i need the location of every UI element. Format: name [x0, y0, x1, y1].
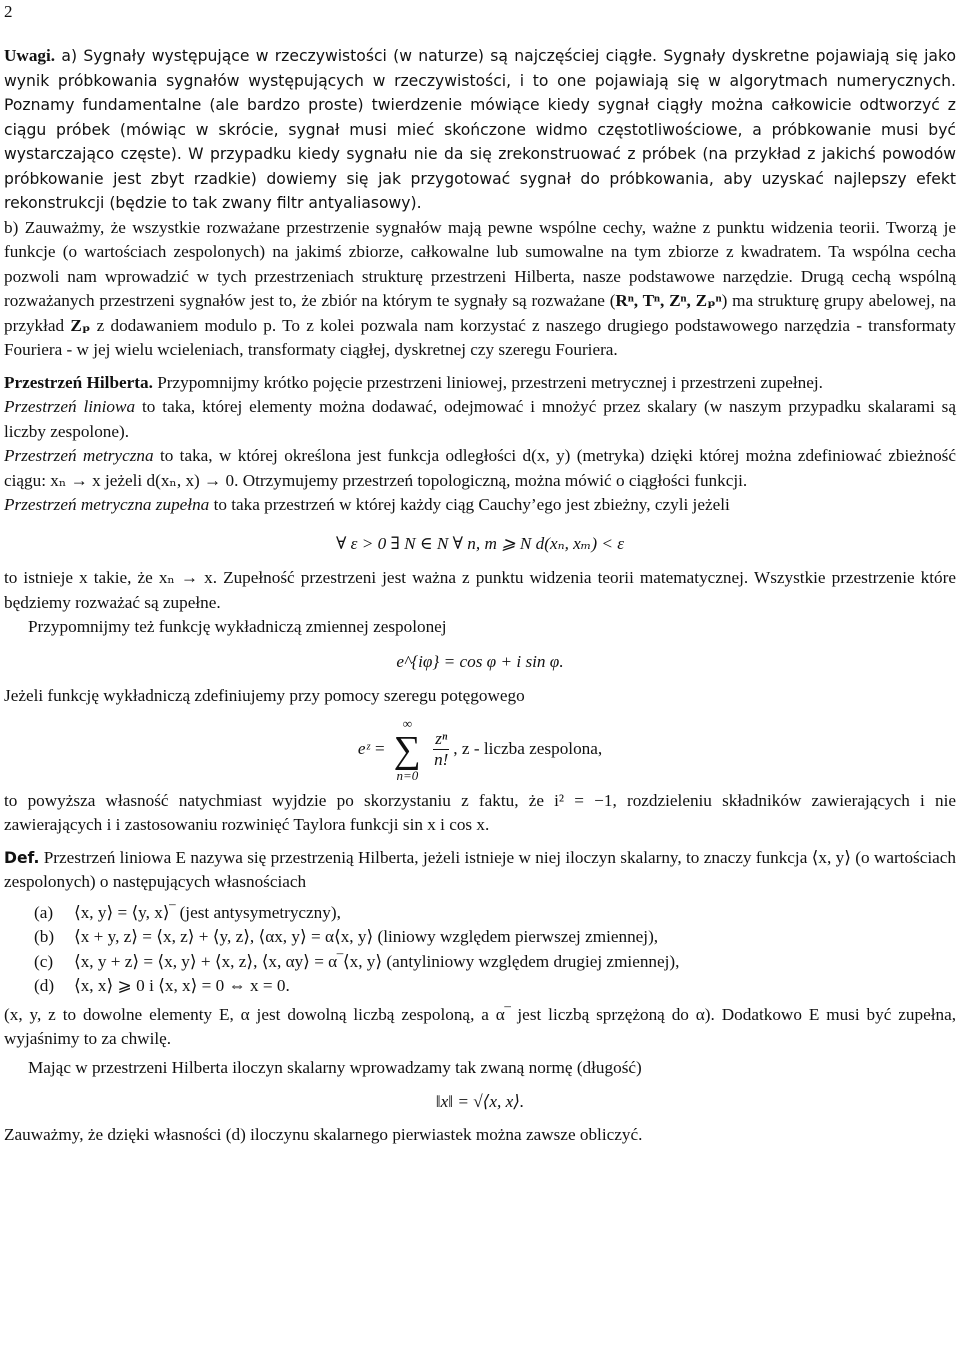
item-text: ⟨x, y + z⟩ = ⟨x, y⟩ + ⟨x, z⟩, ⟨x, αy⟩ = α‾⟨x, y⟩ (antyliniowy względem drugiej zmiennej), — [74, 951, 680, 971]
series-equation — [4, 715, 956, 785]
item-label: (b) — [34, 927, 55, 946]
norm-intro: Mając w przestrzeni Hilberta iloczyn skalarny wprowadzamy tak zwaną normę (długość) — [28, 1057, 642, 1077]
linear-space-def — [4, 395, 956, 444]
page-number: 2 — [4, 2, 13, 21]
euler-equation: e^{iφ} = cos φ + i sin φ. — [396, 651, 564, 671]
metric-space-text: to taka, w której określona jest funkcja odległości d(x, y) (metryka) dzięki której można zdefiniować zbieżność ciągu: xₙ → x jeżeli d(xₙ, x) → 0. Otrzymujemy przestrzeń topologiczną, można mówić o ciągłości funkcji. — [4, 446, 956, 490]
remark-heading: Uwagi. — [4, 46, 56, 65]
sum-upper-limit: ∞ — [402, 715, 412, 731]
norm-equation: ‖x‖ = √⟨x, x⟩. — [435, 1092, 525, 1111]
hilbert-heading: Przestrzeń Hilberta. — [4, 372, 153, 392]
item-label: (a) — [34, 902, 54, 922]
hilbert-intro — [4, 371, 956, 396]
series-intro: Jeżeli funkcję wykładniczą zdefiniujemy przy pomocy szeregu potęgowego — [4, 686, 525, 705]
item-text: ⟨x, y⟩ = ⟨y, x⟩‾ (jest antysymetryczny), — [74, 902, 341, 922]
item-text: ⟨x + y, z⟩ = ⟨x, z⟩ + ⟨y, z⟩, ⟨αx, y⟩ = α⟨x, y⟩ (liniowy względem pierwszej zmiennej), — [74, 927, 659, 946]
series-lhs: eᶻ = — [357, 738, 386, 758]
fraction-denominator: n! — [434, 750, 449, 769]
remark-b-text-3: z dodawaniem modulo p. To z kolei pozwala nam korzystać z naszego drugiego podstawowego narzędzia - transformaty Fouriera - w jej wielu wcieleniach, transformaty ciągłej, dyskretnej czy szeregu Fouriera. — [4, 315, 956, 359]
list-item — [4, 950, 956, 975]
list-item — [4, 901, 956, 926]
remark-b-text-1: b) Zauważmy, że wszystkie rozważane przestrzenie sygnałów mają pewne wspólne cechy, ważne z punktu widzenia teorii. Tworzą je funkcje (o wartościach zespolonych) na jakimś zbiorze, całkowalne lub sumowalne na tym zbiorze z kwadratem. Ta wspólna cecha pozwoli nam wprowadzić w tych przestrzeniach strukturę przestrzeni Hilberta, nasze podstawowe narzędzie. Drugą cechą wspólną rozważanych przestrzeni sygnałów jest to, że zbiór na którym te sygnały są rozważane ( — [4, 217, 956, 310]
item-label: (d) — [34, 976, 55, 995]
series-fraction — [433, 729, 449, 770]
sum-lower-limit: n=0 — [396, 767, 419, 783]
remark-b — [4, 216, 956, 363]
metric-space-term: Przestrzeń metryczna — [4, 446, 154, 465]
linear-space-text: to taka, której elementy można dodawać, odejmować i mnożyć przez skalary (w naszym przypadku skalarami są liczby zespolone). — [4, 397, 957, 441]
closing-sentence: Zauważmy, że dzięki własności (d) iloczynu skalarnego pierwiastek można zawsze obliczyć. — [4, 1124, 643, 1144]
complete-space-text: to taka przestrzeń w której każdy ciąg Cauchy’ego jest zbieżny, czyli jeżeli — [209, 495, 730, 514]
metric-space-def — [4, 444, 956, 493]
complete-space-term: Przestrzeń metryczna zupełna — [4, 495, 210, 514]
definition-after: (x, y, z to dowolne elementy E, α jest dowolną liczbą zespoloną, a α‾ jest liczbą sprzężoną do α). Dodatkowo E musi być zupełna, wyjaśnimy to za chwilę. — [4, 1004, 956, 1048]
fraction-numerator: zⁿ — [435, 729, 448, 748]
remark-b-zp: Zₚ — [70, 315, 91, 335]
item-text: ⟨x, x⟩ ⩾ 0 i ⟨x, x⟩ = 0 ⇔ x = 0. — [74, 976, 290, 995]
definition-paragraph — [4, 846, 956, 895]
linear-space-term: Przestrzeń liniowa — [4, 397, 136, 416]
list-item — [4, 974, 956, 999]
remark-b-sets: Rⁿ, Tⁿ, Zⁿ, Zₚⁿ — [615, 291, 722, 310]
after-cauchy: to istnieje x takie, że xₙ → x. Zupełność przestrzeni jest ważna z punktu widzenia teorii matematycznej. Wszystkie przestrzenie które będziemy rozważać są zupełne. — [4, 568, 956, 612]
remark-a — [4, 44, 956, 216]
after-series: to powyższa własność natychmiast wyjdzie po skorzystaniu z faktu, że i² = −1, rozdzieleniu składników zawierających i nie zawierających i i zastosowaniu rozwinięć Taylora funkcji sin x i cos x. — [4, 790, 956, 834]
body-text — [4, 44, 956, 1147]
cauchy-equation: ∀ ε > 0 ∃ N ∈ N ∀ n, m ⩾ N d(xₙ, xₘ) < ε — [335, 533, 625, 553]
hilbert-intro-text: Przypomnijmy krótko pojęcie przestrzeni liniowej, przestrzeni metrycznej i przestrzeni zupełnej. — [152, 372, 823, 392]
sigma-symbol: ∑ — [393, 728, 421, 771]
sum-operator — [394, 715, 421, 785]
definition-heading: Def. — [4, 848, 40, 867]
complete-space-def — [4, 493, 956, 518]
item-label: (c) — [34, 951, 54, 971]
remark-b-text-2: ) ma strukturę grupy abelowej, na przykład — [4, 291, 956, 335]
remark-a-text: a) Sygnały występujące w rzeczywistości (w naturze) są najczęściej ciągłe. Sygnały dyskretne pojawiają się jako wynik próbkowania sygnałów występujących w rzeczywistości, i to one pojawiają się w algorytmach numerycznych. Poznamy fundamentalne (ale bardzo proste) twierdzenie mówiące kiedy sygnał ciągły można całkowicie odtworzyć z ciągu próbek (mówiąc w skrócie, sygnał musi mieć skończone widmo częstotliwościowe, a próbkowanie musi być wystarczająco częste). W przypadku kiedy sygnału nie da się zrekonstruować z próbek (na przykład z jakichś powodów próbkowanie jest zbyt rzadkie) dowiemy się jak przygotować sygnał do próbkowania, aby uzyskać najlepszy efekt rekonstrukcji (będzie to tak zwany filtr antyaliasowy). — [4, 47, 956, 212]
definition-text: Przestrzeń liniowa E nazywa się przestrzenią Hilberta, jeżeli istnieje w niej iloczyn skalarny, to znaczy funkcja ⟨x, y⟩ (o wartościach zespolonych) o następujących własnościach — [4, 847, 956, 891]
series-rhs: , z - liczba zespolona, — [453, 738, 603, 758]
exp-intro: Przypomnijmy też funkcję wykładniczą zmiennej zespolonej — [28, 617, 447, 636]
list-item — [4, 925, 956, 950]
properties-list — [4, 901, 956, 999]
